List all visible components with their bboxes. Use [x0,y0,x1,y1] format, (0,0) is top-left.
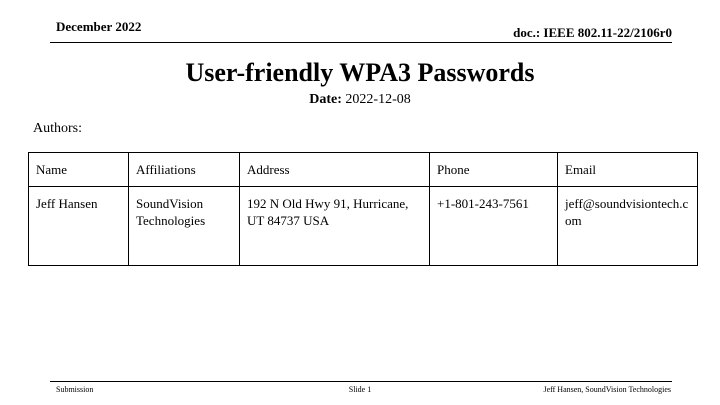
author-email: jeff@soundvisiontech.com [558,187,698,266]
header-date: December 2022 [56,19,142,34]
header-name: Name [29,153,129,187]
author-address: 192 N Old Hwy 91, Hurricane, UT 84737 USA [240,187,430,266]
table-header-row [29,153,698,187]
header-phone: Phone [430,153,558,187]
header-address: Address [240,153,430,187]
footer-author: Jeff Hansen, SoundVision Technologies [543,385,671,394]
author-affiliation: SoundVision Technologies [129,187,240,266]
header-divider [50,42,672,43]
date-value: 2022-12-08 [345,92,411,107]
date-label: Date: [309,92,342,107]
date-line [0,92,720,108]
header-affiliations: Affiliations [129,153,240,187]
footer-divider [50,381,672,382]
table-row [29,187,698,266]
footer-slide-number: Slide 1 [348,385,372,394]
authors-label: Authors: [33,121,82,136]
slide-title: User-friendly WPA3 Passwords [185,58,535,87]
author-name: Jeff Hansen [29,187,129,266]
header-doc-id: doc.: IEEE 802.11-22/2106r0 [513,25,672,40]
author-phone: +1-801-243-7561 [430,187,558,266]
footer-submission: Submission [56,385,94,394]
authors-table [28,152,698,266]
header-email: Email [558,153,698,187]
